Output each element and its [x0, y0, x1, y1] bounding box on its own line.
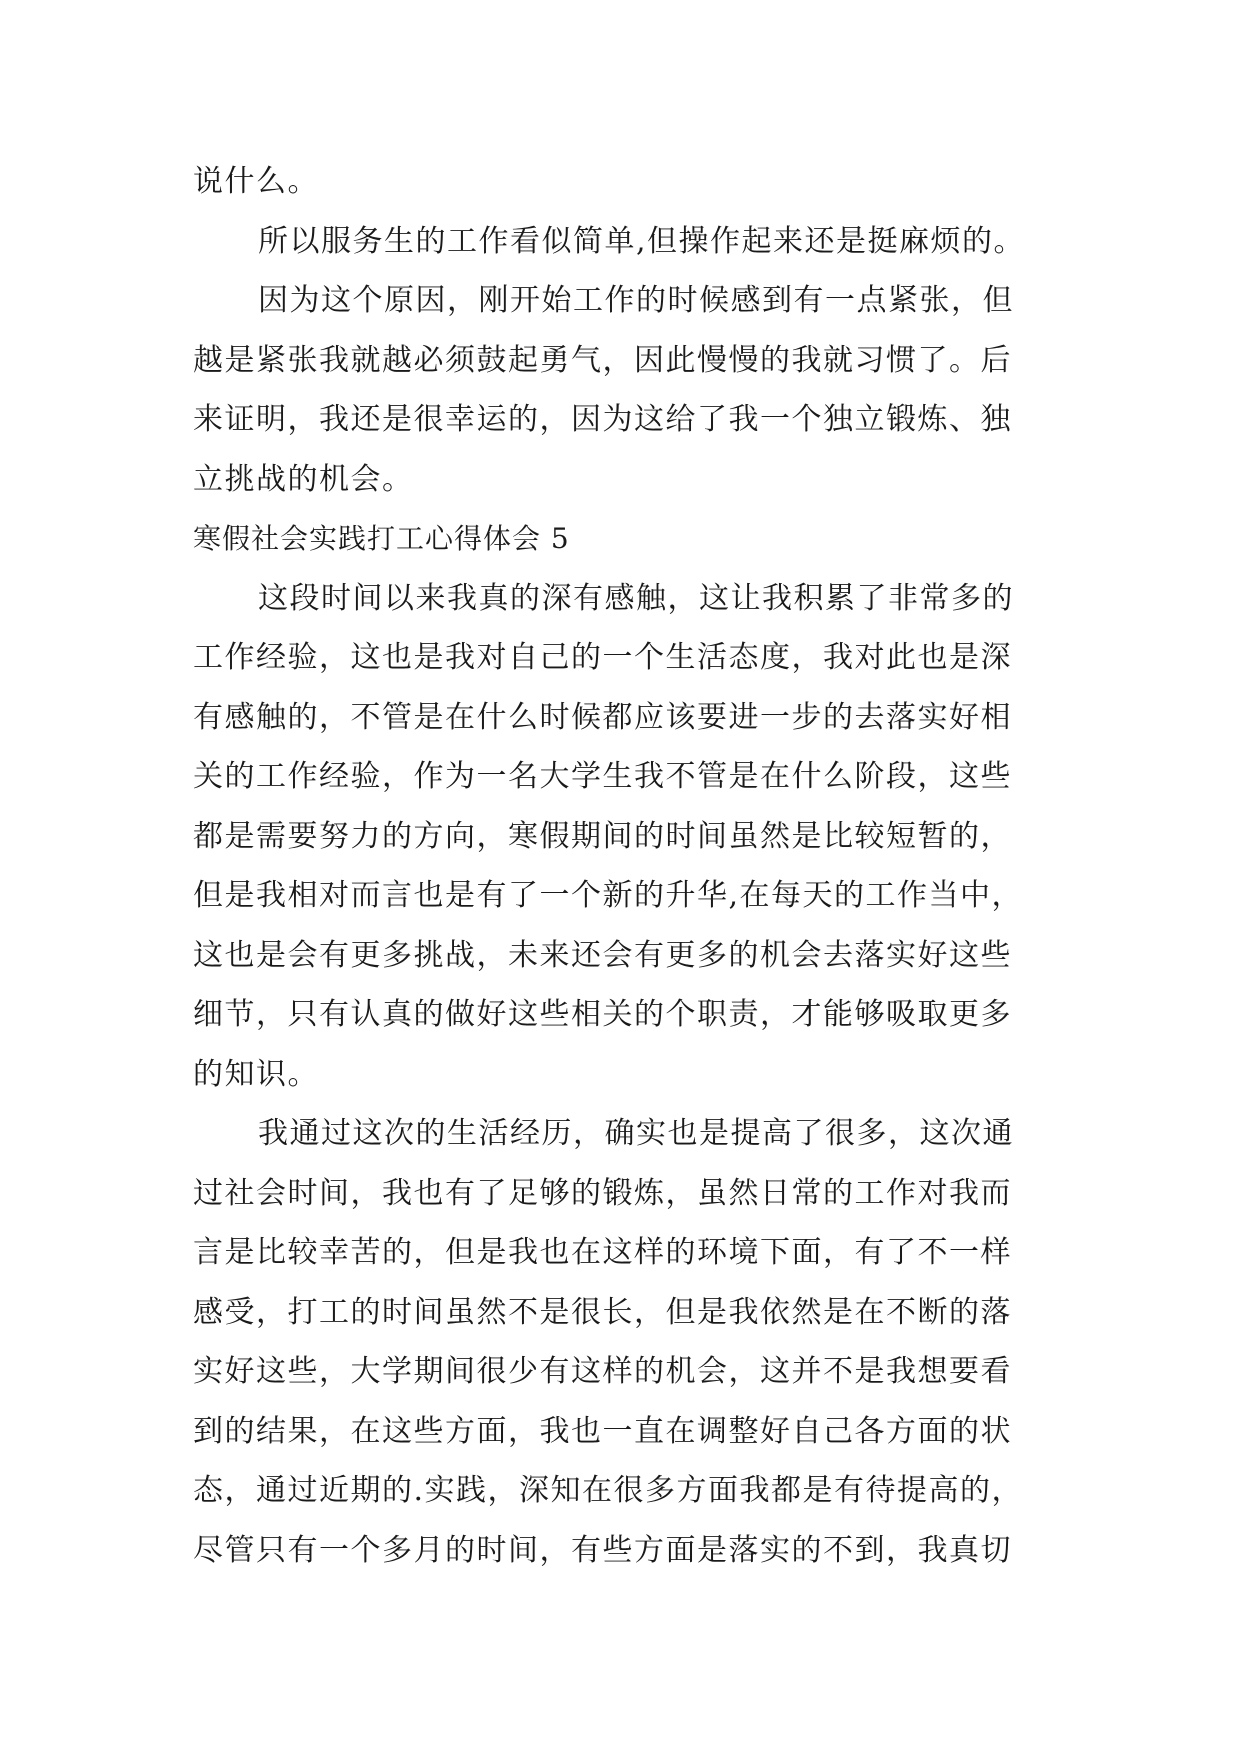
text-line: 态，通过近期的.实践，深知在很多方面我都是有待提高的， — [193, 1473, 1024, 1508]
text-line: 但是我相对而言也是有了一个新的升华,在每天的工作当中， — [193, 878, 1024, 913]
section-heading: 寒假社会实践打工心得体会 5 — [193, 522, 570, 555]
paragraph-first-line: 因为这个原因，刚开始工作的时候感到有一点紧张，但 — [258, 283, 1014, 318]
text-line: 工作经验，这也是我对自己的一个生活态度，我对此也是深 — [193, 640, 1012, 675]
text-line: 感受，打工的时间虽然不是很长，但是我依然是在不断的落 — [193, 1294, 1012, 1330]
paragraph-first-line: 我通过这次的生活经历，确实也是提高了很多，这次通 — [258, 1116, 1014, 1151]
text-line: 越是紧张我就越必须鼓起勇气，因此慢慢的我就习惯了。后 — [193, 342, 1012, 378]
text-line: 细节，只有认真的做好这些相关的个职责，才能够吸取更多 — [193, 997, 1012, 1032]
text-line: 的知识。 — [193, 1056, 319, 1092]
text-line: 实好这些，大学期间很少有这样的机会，这并不是我想要看 — [193, 1354, 1012, 1389]
text-line: 都是需要努力的方向，寒假期间的时间虽然是比较短暂的， — [193, 818, 1012, 854]
paragraph-first-line: 这段时间以来我真的深有感触，这让我积累了非常多的 — [258, 580, 1014, 616]
document-body — [193, 152, 1063, 1580]
text-line: 立挑战的机会。 — [193, 461, 414, 497]
paragraph-first-line: 所以服务生的工作看似简单,但操作起来还是挺麻烦的。 — [258, 223, 1026, 259]
text-line: 有感触的，不管是在什么时候都应该要进一步的去落实好相 — [193, 699, 1012, 735]
text-line: 尽管只有一个多月的时间，有些方面是落实的不到，我真切 — [193, 1532, 1012, 1568]
text-line: 到的结果，在这些方面，我也一直在调整好自己各方面的状 — [193, 1413, 1012, 1449]
text-line: 关的工作经验，作为一名大学生我不管是在什么阶段，这些 — [193, 759, 1012, 794]
text-line: 言是比较幸苦的，但是我也在这样的环境下面，有了不一样 — [193, 1235, 1012, 1270]
text-line: 说什么。 — [193, 164, 319, 199]
text-line: 过社会时间，我也有了足够的锻炼，虽然日常的工作对我而 — [193, 1175, 1012, 1211]
text-line: 来证明，我还是很幸运的，因为这给了我一个独立锻炼、独 — [193, 402, 1012, 437]
text-line: 这也是会有更多挑战，未来还会有更多的机会去落实好这些 — [193, 937, 1012, 973]
